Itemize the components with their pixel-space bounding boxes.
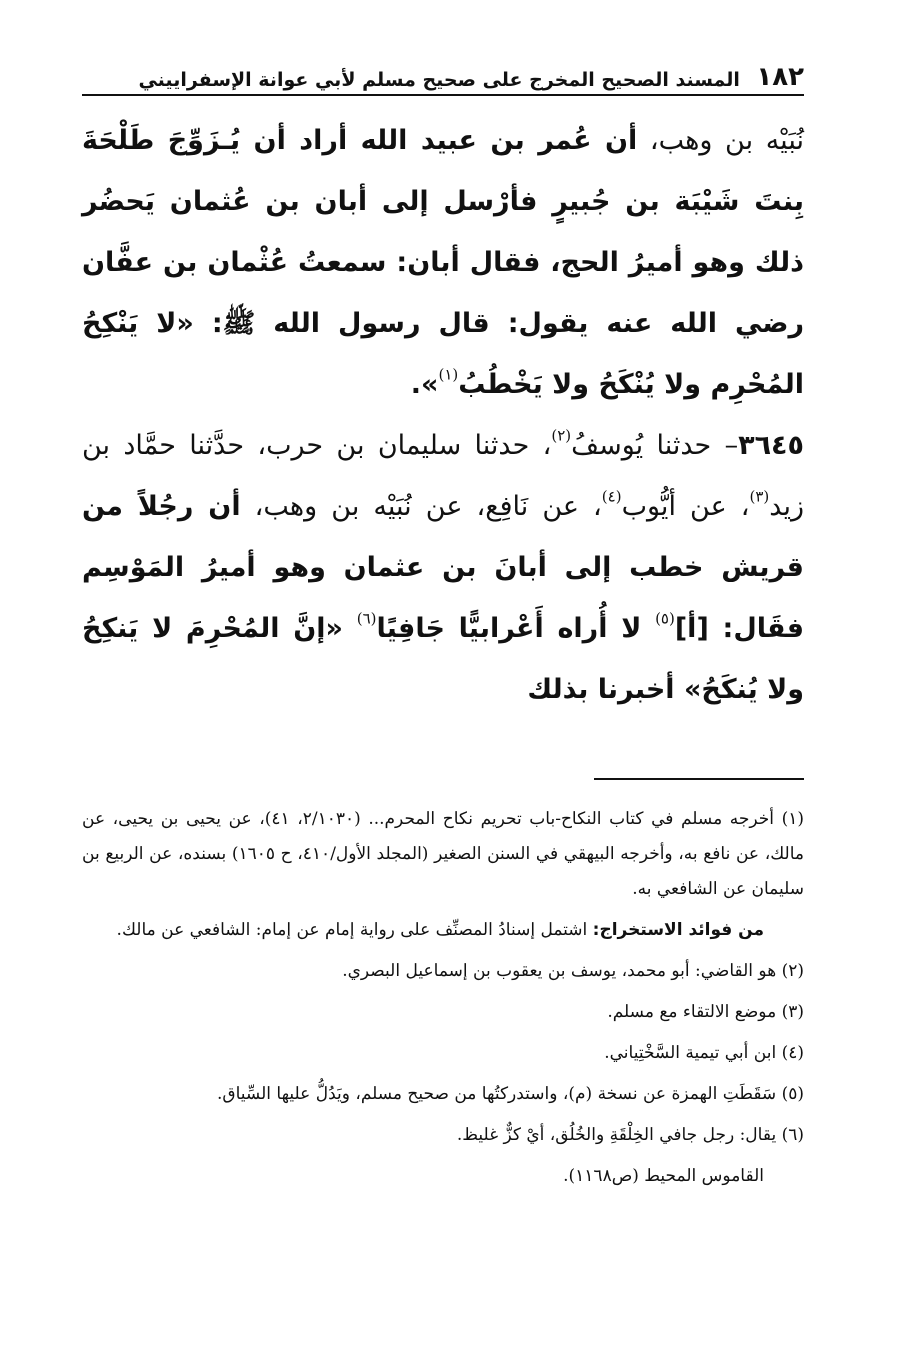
page-header bbox=[82, 48, 804, 96]
footnote-separator bbox=[594, 778, 804, 780]
matn-bold-text: «إنَّ المُحْرِمَ لا يَنكِحُ ولا يُنكَحُ» أخبرنا بذلك bbox=[82, 613, 804, 705]
footnote-2: (٢) هو القاضي: أبو محمد، يوسف بن يعقوب بن إسماعيل البصري. bbox=[342, 961, 804, 981]
hadith-paragraph-3645 bbox=[82, 415, 804, 720]
footnote-ref-6: (٦) bbox=[356, 609, 377, 628]
fawaid-text: اشتمل إسنادُ المصنِّف على رواية إمام عن إمام: الشافعي عن مالك. bbox=[116, 920, 593, 940]
footnote-3: (٣) موضع الالتقاء مع مسلم. bbox=[607, 1002, 804, 1022]
hadith-paragraph-continued bbox=[82, 110, 804, 415]
matn-bold-text: لا أُراه أَعْرابيًّا جَافِيًا bbox=[376, 613, 656, 644]
footnote-ref-5: (٥) bbox=[655, 609, 675, 628]
matn-bold-text: أن رجُلاً من قريش خطب إلى أبانَ بن عثمان وهو أميرُ المَوْسِم فقَال: [أ] bbox=[82, 491, 805, 644]
text-segment: ». bbox=[410, 369, 439, 400]
isnad-text: ، عن أيُّوب bbox=[621, 491, 750, 522]
main-text bbox=[82, 110, 804, 720]
book-page bbox=[82, 48, 804, 1200]
footnote-4: (٤) ابن أبي تيمية السَّخْتِياني. bbox=[604, 1043, 804, 1063]
footnote-ref-3: (٣) bbox=[749, 487, 770, 506]
isnad-text: ، عن نَافِع، عن نُبَيْه بن وهب، bbox=[240, 491, 602, 522]
isnad-text: ، حدثنا سليمان بن حرب، حدَّثنا حمَّاد بن زيد bbox=[82, 430, 804, 522]
page-number: ١٨٢ bbox=[756, 62, 804, 92]
footnote-ref-2: (٢) bbox=[551, 426, 572, 445]
hadith-number: ٣٦٤٥ bbox=[738, 430, 805, 461]
footnote-ref-1: (١) bbox=[438, 365, 459, 384]
footnote-ref-4: (٤) bbox=[601, 487, 622, 506]
matn-bold-text: أن عُمر بن عبيد الله أراد أن يُـزَوِّجَ طَلْحَةَ بِنتَ شَيْبَة بن جُبيرٍ فأرْسل إلى أبان بن عُثمان يَحضُر ذلك وهو أميرُ الحج، فقال أبان: سمعتُ عُثْمان بن عفَّان رضي الله عنه يقول: قال رسول الله ﷺ: «لا يَنْكِحُ المُحْرِم ولا يُنْكَحُ ولا يَخْطُبُ bbox=[82, 125, 804, 400]
footnote-6-source: القاموس المحيط (ص١١٦٨). bbox=[563, 1166, 764, 1186]
footnote-5: (٥) سَقَطَتِ الهمزة عن نسخة (م)، واستدركتُها من صحيح مسلم، ويَدُلُّ عليها السِّياق. bbox=[217, 1084, 804, 1104]
running-title: المسند الصحيح المخرج على صحيح مسلم لأبي عوانة الإسفراييني bbox=[138, 69, 740, 91]
footnote-1: (١) أخرجه مسلم في كتاب النكاح-باب تحريم نكاح المحرم... (٢/١٠٣٠، ٤١)، عن يحيى بن يحيى، عن مالك، عن نافع به، وأخرجه البيهقي في السنن الصغير (المجلد الأول/٤١٠، ح ١٦٠٥) بسنده، عن الربيع بن سليمان عن الشافعي به. bbox=[82, 809, 805, 899]
fawaid-label: من فوائد الاستخراج: bbox=[592, 920, 764, 940]
isnad-text: – حدثنا يُوسفُ bbox=[571, 430, 739, 461]
footnotes bbox=[82, 802, 804, 1194]
footnote-6: (٦) يقال: رجل جافي الخِلْقَةِ والخُلُق، أيْ كزٌّ غليظ. bbox=[456, 1125, 804, 1145]
text-segment: نُبَيْه بن وهب، bbox=[637, 125, 804, 156]
footnote-fawaid bbox=[82, 913, 804, 948]
